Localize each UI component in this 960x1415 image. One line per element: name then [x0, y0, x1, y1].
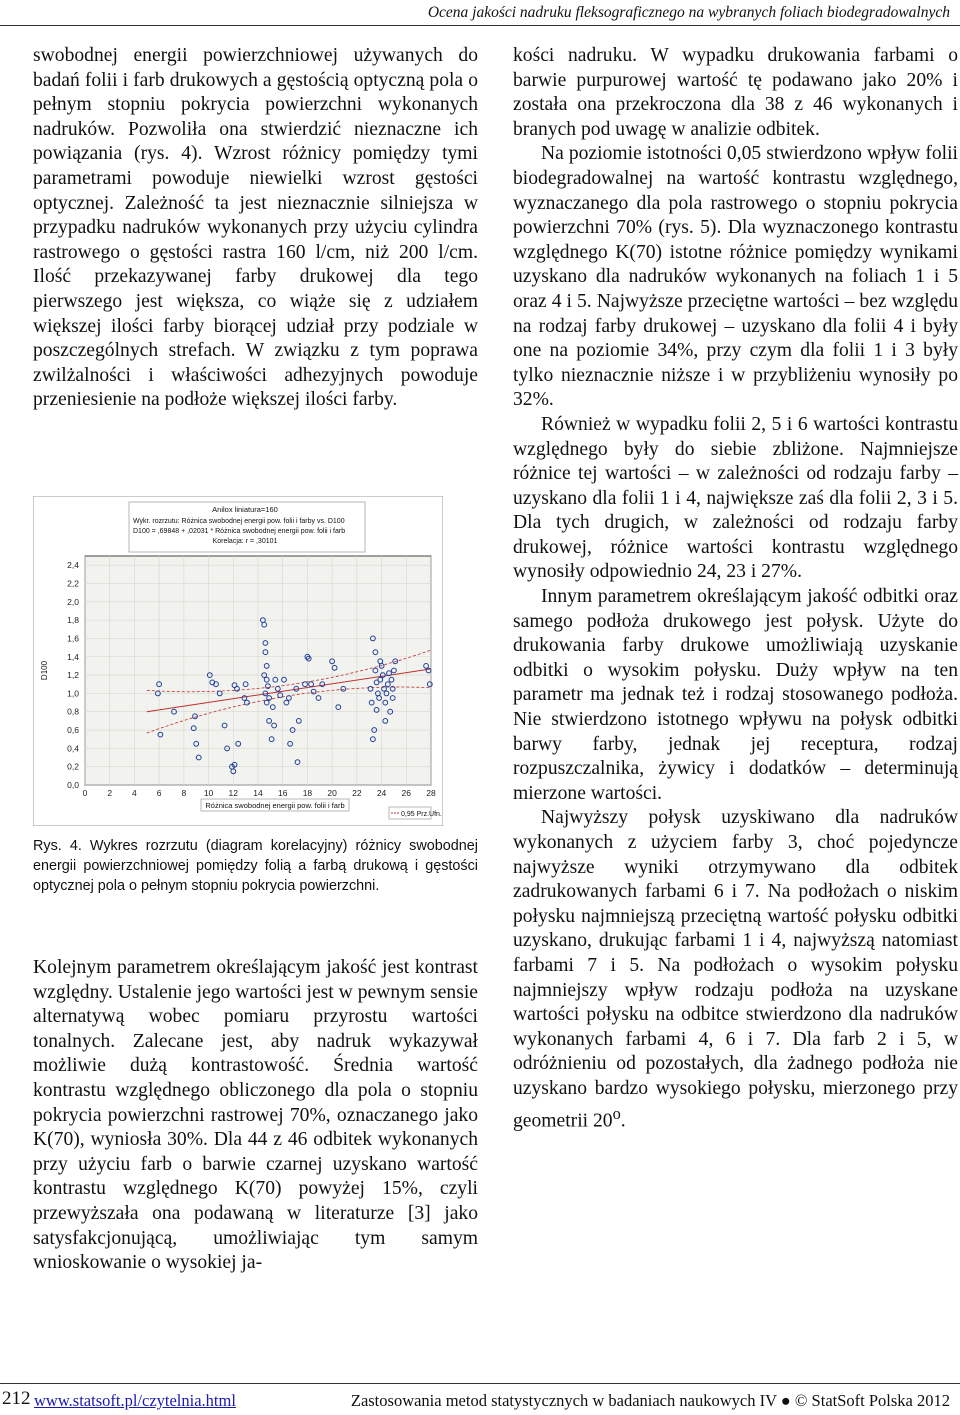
x-tick-label: 16	[277, 788, 288, 798]
y-tick-label: 2,0	[67, 596, 79, 607]
figure-caption: Rys. 4. Wykres rozrzutu (diagram korelacyjny) różnicy swobodnej energii powierzchniowej pomiędzy folią a farbą drukową i gęstości optycznej pola o pełnym stopniu pokrycia powierzchni.	[33, 838, 478, 894]
confidence-legend-label: 0,95 Prz.Ufn.	[401, 811, 442, 818]
y-tick-label: 0,0	[67, 780, 79, 790]
paragraph-text: Najwyższy połysk uzyskiwano dla nadruków wykonanych z użyciem farby 3, choć pojedyncze najwyższe wyniki otrzymywano dla odbitek zadrukowanych farbami 6 i 7. Na podłożach o niskim połysku najmniejszą przeciętną wartość połysku odbitki uzyskano, drukując farbami 1 i 4, najwyższą natomiast farbami 7 i 5. Na podłożach o wysokim połysku najmniejszy wpływ rodzaju podłoża na uzyskane wartości połysku na odbitce stwierdzono dla nadruków wykonanych farbami 4, 6 i 7. Dla farb 2 i 5, w odróżnieniu od pozostałych, dla żadnego podłoża nie uzyskano bardzo wysokiego połysku, mierzonego przy geometrii 20	[513, 807, 958, 1132]
y-axis-label: D100	[40, 660, 49, 681]
figure-4	[33, 496, 443, 826]
chart-subtitle: D100 = ,69848 + ,02031 * Różnica swobodnej energii pow. folii i farb	[133, 528, 346, 535]
y-tick-label: 2,2	[67, 578, 79, 589]
x-tick-label: 14	[253, 788, 263, 798]
superscript: o	[612, 1103, 621, 1123]
y-tick-label: 0,8	[67, 706, 79, 717]
x-tick-label: 20	[327, 788, 337, 798]
header-rule	[0, 25, 960, 26]
x-tick-label: 24	[376, 788, 387, 798]
y-tick-label: 1,6	[67, 633, 79, 644]
paragraph: kości nadruku. W wypadku drukowania farbami o barwie purpurowej wartość tę podawano jako 20% i została ona przekroczona dla 38 z 46 wykonanych i branych pod uwagę w analizie odbitek.	[513, 45, 958, 140]
scatter-chart	[33, 496, 443, 826]
y-tick-label: 2,4	[67, 560, 79, 571]
chart-subtitle: Wykr. rozrzutu: Różnica swobodnej energii pow. folii i farby vs. D100	[133, 518, 345, 525]
x-tick-label: 12	[228, 788, 239, 798]
x-axis-label: Różnica swobodnej energii pow. folii i farb	[205, 801, 345, 810]
y-tick-label: 1,2	[67, 670, 79, 681]
y-tick-label: 0,4	[67, 743, 79, 754]
running-head: Ocena jakości nadruku fleksograficznego na wybranych foliach biodegradowalnych	[427, 4, 950, 21]
page-number: 212	[2, 1388, 31, 1409]
y-tick-label: 1,8	[67, 615, 79, 626]
x-tick-label: 18	[302, 788, 313, 798]
x-tick-label: 28	[426, 788, 436, 798]
x-tick-label: 10	[203, 788, 214, 798]
x-tick-label: 0	[82, 788, 88, 798]
paragraph: Na poziomie istotności 0,05 stwierdzono wpływ folii biodegradowalnej na wartość kontrastu względnego, wyznaczanego dla pola rastrowego o stopniu pokrycia powierzchni 70% (rys. 5). Dla wyznaczonego kontrastu względnego K(70) istotne różnice pomiędzy wynikami uzyskano dla nadruków wykonanych na foliach 1 i 5 oraz 4 i 5. Najwyższe przeciętne wartości – bez względu na rodzaj farby drukowej – uzyskano dla folii 4 i były one na poziomie 34%, przy czym dla folii 1 i 3 były tylko nieznacznie niższe i w przybliżeniu wynosiły po 32%.	[513, 143, 958, 411]
x-tick-label: 26	[401, 788, 412, 798]
right-column	[513, 44, 958, 1134]
x-tick-label: 22	[352, 788, 362, 798]
x-tick-label: 4	[132, 788, 137, 798]
paragraph: Również w wypadku folii 2, 5 i 6 wartości kontrastu względnego były do siebie zbliżone. Najmniejsze różnice tej wartości – w zależności od rodzaju farby – uzyskano dla folii 1 i 4, największe zaś dla folii 2, 3 i 5. Dla tych drugich, w zależności od rodzaju farby drukowej, różnice wartości kontrastu względnego wynosiły odpowiednio 24, 23 i 27%.	[513, 413, 958, 583]
paragraph: Kolejnym parametrem określającym jakość jest kontrast względny. Ustalenie jego wartości jest w pewnym sensie alternatywą wobec pomiaru przyrostu wartości tonalnych. Zalecane jest, aby nadruk wykazywał możliwie dużą kontrastowość. Średnia wartość kontrastu względnego obliczonego dla pola o stopniu pokrycia powierzchni rastrowej 70%, oznaczanego jako K(70), wyniosła 30%. Dla 44 z 46 odbitek wykonanych przy użyciu farb o barwie czarnej uzyskano wartość kontrastu względnego K(70) powyżej 15%, czyli przewyższała ona podawaną w literaturze [3] jako satysfakcjonującą, umożliwiając tym samym wnioskowanie o wysokiej ja-	[33, 957, 478, 1274]
y-tick-label: 1,0	[67, 688, 79, 699]
x-tick-label: 6	[156, 788, 162, 798]
chart-subtitle: Korelacja: r = ,30101	[212, 538, 278, 545]
y-tick-label: 1,4	[67, 651, 79, 662]
left-column-bottom	[33, 956, 478, 1276]
chart-title: Anilox liniatura=160	[212, 505, 278, 514]
footer-rule	[0, 1383, 960, 1384]
footer-link[interactable]: www.statsoft.pl/czytelnia.html	[34, 1391, 236, 1410]
paragraph: Innym parametrem określającym jakość odbitki oraz samego podłoża drukowego jest połysk. Użyte do drukowania farby drukowe umożliwiają uzyskanie odbitki o wysokim połysku. Duży wpływ na ten parametr ma jednak też i rodzaj stosowanego podłoża. Nie stwierdzono istotnego wpływu na połysk odbitki barwy farby, jednak jej receptura, rodzaj rozpuszczalnika, żywicy i dodatków – determinują mierzone wartości.	[513, 586, 958, 804]
left-column-top	[33, 44, 478, 413]
paragraph: swobodnej energii powierzchniowej używanych do badań folii i farb drukowych a gęstością optyczną pola o pełnym stopniu pokrycia powierzchni wykonanych nadruków. Pozwoliła ona stwierdzić nieznaczne ich powiązania (rys. 4). Wzrost różnicy pomiędzy tymi parametrami powoduje niewielki wzrost gęstości optycznej. Zależność ta jest nieznacznie silniejsza w przypadku nadruków wykonanych przy użyciu cylindra rastrowego o gęstości rastra 160 l/cm, niż 200 l/cm. Ilość przekazywanej farby drukowej dla tego pierwszego jest większa, co wiąże się z udziałem większej ilości farby biorącej udział przy podziale w poszczególnych strefach. W związku z tym poprawa zwilżalności i właściwości adhezyjnych powoduje przeniesienie na podłoże większej ilości farby.	[33, 45, 478, 411]
footer	[0, 1386, 960, 1412]
x-tick-label: 8	[181, 788, 187, 798]
footer-title: Zastosowania metod statystycznych w badaniach naukowych IV ● © StatSoft Polska 2012	[350, 1391, 950, 1410]
y-tick-label: 0,2	[67, 761, 79, 772]
x-tick-label: 2	[107, 788, 113, 798]
paragraph	[513, 806, 958, 1133]
y-tick-label: 0,6	[67, 725, 79, 736]
paragraph-end: .	[620, 1110, 626, 1132]
